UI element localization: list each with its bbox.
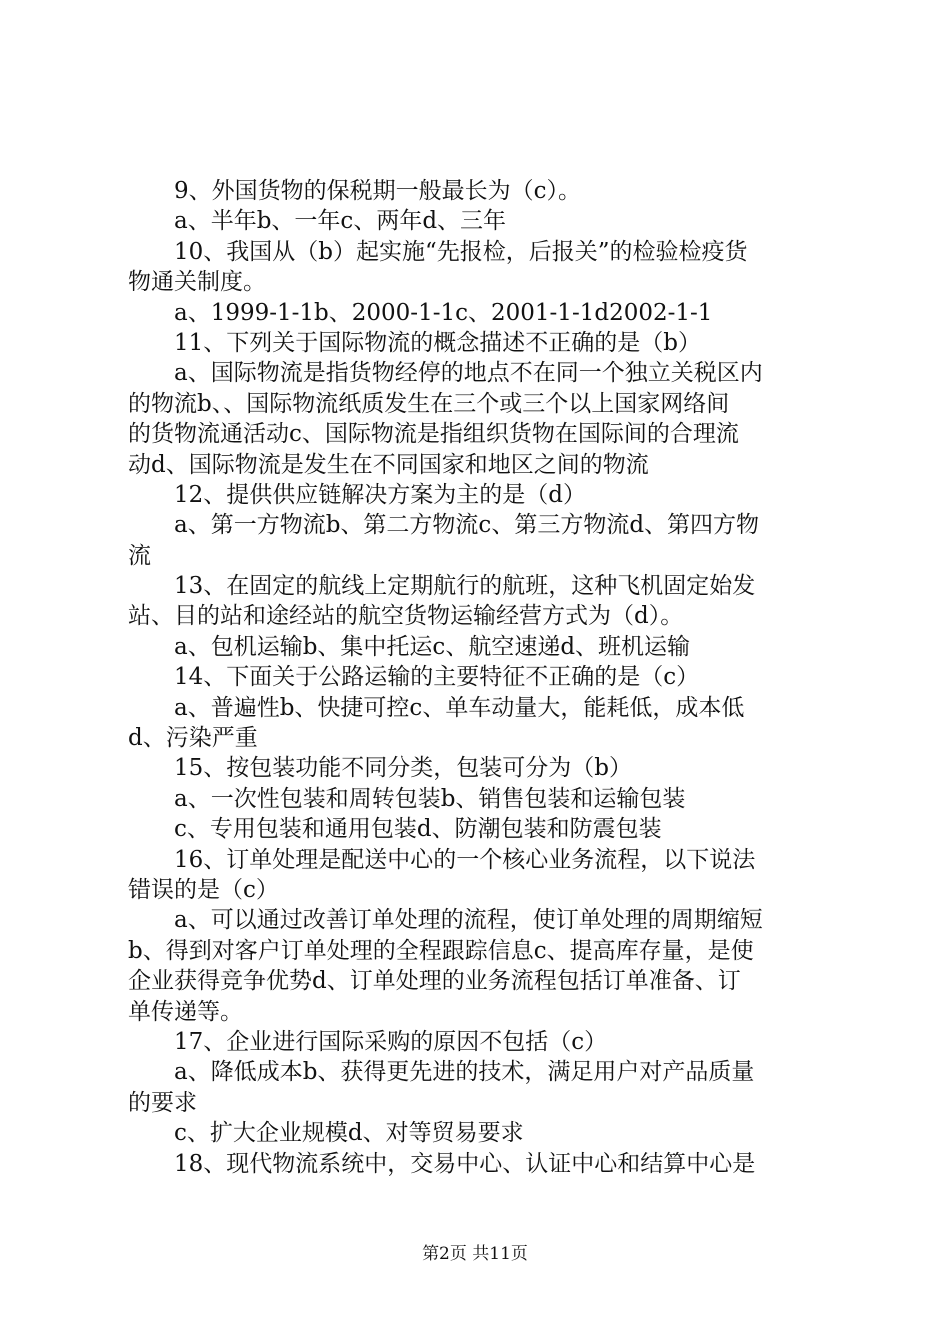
text-line: c、专用包装和通用包装d、防潮包装和防震包装 <box>174 816 662 843</box>
text-line: a、1999-1-1b、2000-1-1c、2001-1-1d2002-1-1 <box>174 299 713 326</box>
text-line: 18、现代物流系统中，交易中心、认证中心和结算中心是 <box>174 1150 756 1177</box>
document-body <box>128 176 832 1179</box>
text-line: b、得到对客户订单处理的全程跟踪信息c、提高库存量，是使 <box>128 937 754 964</box>
text-line: 15、按包装功能不同分类，包装可分为（b） <box>174 755 632 782</box>
text-line: 16、订单处理是配送中心的一个核心业务流程，以下说法 <box>174 846 756 873</box>
text-line: 10、我国从（b）起实施“先报检，后报关”的检验检疫货 <box>174 238 748 265</box>
text-line: c、扩大企业规模d、对等贸易要求 <box>174 1120 524 1147</box>
text-line: 11、下列关于国际物流的概念描述不正确的是（b） <box>174 329 701 356</box>
text-line: a、包机运输b、集中托运c、航空速递d、班机运输 <box>174 633 691 660</box>
text-line: a、半年b、一年c、两年d、三年 <box>174 208 507 235</box>
text-line: a、普遍性b、快捷可控c、单车动量大，能耗低，成本低 <box>174 694 745 721</box>
text-line: 的要求 <box>128 1089 197 1116</box>
text-line: 14、下面关于公路运输的主要特征不正确的是（c） <box>174 664 700 691</box>
text-line: 企业获得竞争优势d、订单处理的业务流程包括订单准备、订 <box>128 968 741 995</box>
text-line: 站、目的站和途经站的航空货物运输经营方式为（d）。 <box>128 603 684 630</box>
page-footer: 第2页 共11页 <box>422 1244 528 1264</box>
text-line: 流 <box>128 542 151 569</box>
text-line: d、污染严重 <box>128 725 258 752</box>
text-line: a、可以通过改善订单处理的流程，使订单处理的周期缩短 <box>174 907 763 934</box>
text-line: a、一次性包装和周转包装b、销售包装和运输包装 <box>174 785 686 812</box>
text-line: 单传递等。 <box>128 998 243 1025</box>
text-line: 的货物流通活动c、国际物流是指组织货物在国际间的合理流 <box>128 421 739 448</box>
text-line: 错误的是（c） <box>128 876 279 903</box>
text-line: 物通关制度。 <box>128 269 266 296</box>
text-line: 12、提供供应链解决方案为主的是（d） <box>174 481 586 508</box>
text-line: a、第一方物流b、第二方物流c、第三方物流d、第四方物 <box>174 512 760 539</box>
text-line: a、降低成本b、获得更先进的技术，满足用户对产品质量 <box>174 1059 755 1086</box>
text-line: a、国际物流是指货物经停的地点不在同一个独立关税区内 <box>174 360 763 387</box>
text-line: 动d、国际物流是发生在不同国家和地区之间的物流 <box>128 451 649 478</box>
text-line: 13、在固定的航线上定期航行的航班，这种飞机固定始发 <box>174 573 756 600</box>
text-line: 9、外国货物的保税期一般最长为（c）。 <box>174 178 582 204</box>
text-line: 的物流b、、国际物流纸质发生在三个或三个以上国家网络间 <box>128 390 730 417</box>
text-line: 17、企业进行国际采购的原因不包括（c） <box>174 1028 608 1055</box>
